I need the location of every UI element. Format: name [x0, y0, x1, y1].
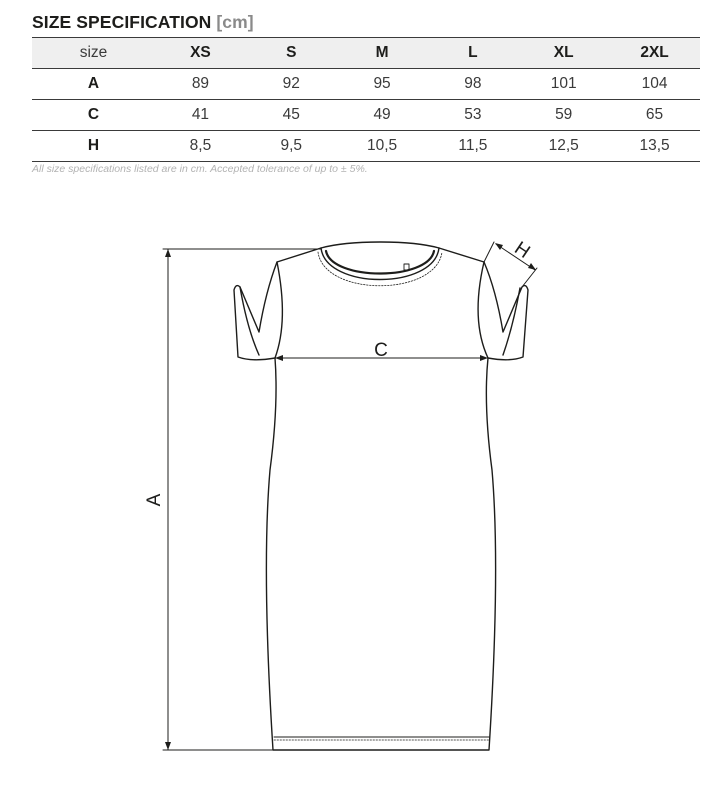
- left-armhole: [275, 262, 282, 358]
- table-cell: 10,5: [337, 131, 428, 162]
- table-cell: 65: [609, 100, 700, 131]
- table-cell: 8,5: [155, 131, 246, 162]
- title-main: SIZE SPECIFICATION: [32, 12, 212, 32]
- table-cell: 45: [246, 100, 337, 131]
- header-cell-m: M: [337, 38, 428, 69]
- table-cell: 53: [427, 100, 518, 131]
- label-c: C: [374, 340, 388, 361]
- header-cell-s: S: [246, 38, 337, 69]
- neckline: [321, 248, 439, 280]
- arrowhead-h-1: [495, 243, 503, 250]
- table-cell: 12,5: [518, 131, 609, 162]
- table-cell: 9,5: [246, 131, 337, 162]
- header-cell-xl: XL: [518, 38, 609, 69]
- neckline-inner: [326, 251, 434, 274]
- header-cell-xs: XS: [155, 38, 246, 69]
- header-cell-size: size: [32, 38, 155, 69]
- table-cell: 59: [518, 100, 609, 131]
- left-sleeve-cuff: [240, 287, 259, 355]
- table-cell: 89: [155, 69, 246, 100]
- label-h: H: [510, 237, 534, 263]
- arrowhead-a-bottom: [165, 742, 171, 750]
- table-cell: 11,5: [427, 131, 518, 162]
- table-cell: 13,5: [609, 131, 700, 162]
- table-cell: 92: [246, 69, 337, 100]
- row-label: C: [32, 100, 155, 131]
- arrowhead-a-top: [165, 249, 171, 257]
- extension-line-h-2: [522, 268, 537, 287]
- table-cell: 104: [609, 69, 700, 100]
- arrowhead-h-2: [528, 263, 536, 270]
- tolerance-note: All size specifications listed are in cm. Accepted tolerance of up to ± 5%.: [32, 163, 368, 175]
- label-a: A: [144, 493, 165, 507]
- table-cell: 95: [337, 69, 428, 100]
- table-cell: 101: [518, 69, 609, 100]
- extension-line-h-1: [484, 242, 494, 262]
- header-cell-2xl: 2XL: [609, 38, 700, 69]
- header-cell-l: L: [427, 38, 518, 69]
- row-label: H: [32, 131, 155, 162]
- row-label: A: [32, 69, 155, 100]
- title-unit: [cm]: [216, 12, 254, 32]
- right-sleeve-cuff: [503, 288, 520, 355]
- table-cell: 41: [155, 100, 246, 131]
- right-armhole: [478, 262, 488, 358]
- table-cell: 98: [427, 69, 518, 100]
- table-cell: 49: [337, 100, 428, 131]
- dress-outline: [234, 242, 528, 750]
